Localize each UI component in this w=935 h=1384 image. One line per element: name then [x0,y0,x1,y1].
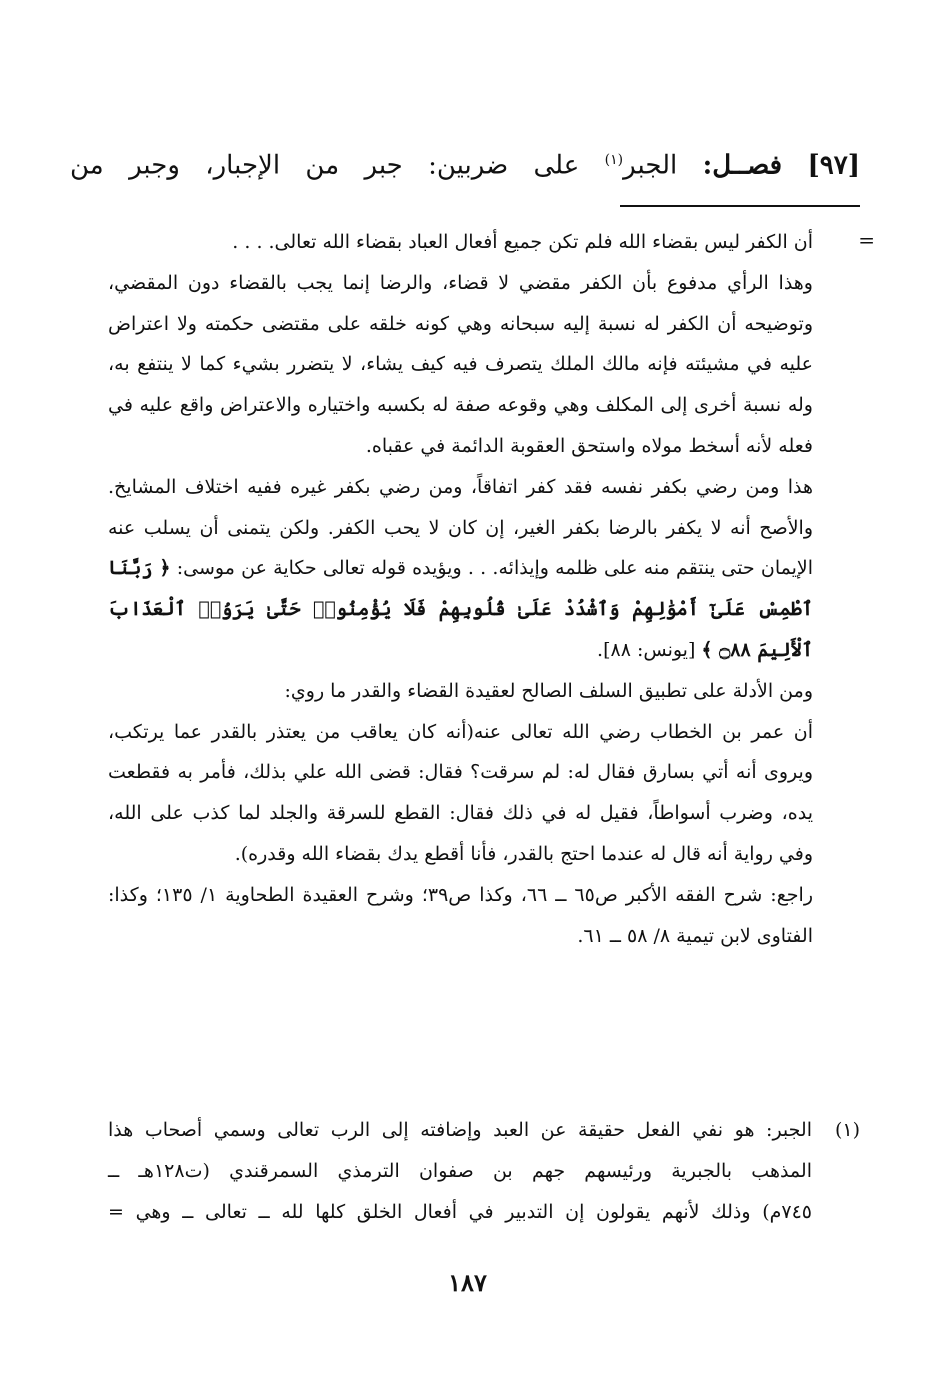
paragraph-text: هذا ومن رضي بكفر نفسه فقد كفر اتفاقاً، ومن رضي بكفر غيره ففيه اختلاف المشايخ. والأصح أنه لا يكفر بالرضا بكفر الغير، إن كان لا يحب الكفر. ولكن يتمنى أن يسلب عنه الإيمان حتى ينتقم منه على ظلمه وإيذائه. . . ويؤيده قوله تعالى حكاية عن موسى: [108,475,813,580]
quran-reference: [يونس: ٨٨]. [597,638,696,661]
footnote-continuation [108,222,813,956]
paragraph: راجع: شرح الفقه الأكبر ص٦٥ ــ ٦٦، وكذا ص٣٩؛ وشرح العقيدة الطحاوية ١/ ١٣٥؛ وكذا: الفتاوى لابن تيمية ٨/ ٥٨ ــ ٦١. [108,883,813,947]
footnote-line [108,1110,860,1151]
continuation-mark: = [858,228,875,252]
paragraph: أن عمر بن الخطاب رضي الله تعالى عنه(أنه كان يعاقب من يعتذر بالقدر عما يرتكب، ويروى أنه أتي بسارق فقال له: لم سرقت؟ فقال: قضى الله علي بذلك، فأمر به فقطعت يده، وضرب أسواطاً، فقيل له في ذلك فقال: القطع للسرقة والجلد لما كذب على الله، وفي رواية أنه قال له عندما احتج بالقدر، فأنا أقطع يدك بقضاء الله وقدره). [108,720,813,865]
page-number: ١٨٧ [448,1268,487,1297]
paragraph: ومن الأدلة على تطبيق السلف الصالح لعقيدة القضاء والقدر ما روي: [284,679,813,702]
quran-verse: ﴿ رَبَّنَا ٱطْمِسْ عَلَىٰٓ أَمْوَٰلِهِمْ وَٱشْدُدْ عَلَىٰ قُلُوبِهِمْ فَلَا يُؤْمِنُوا۟ حَتَّىٰ يَرَوُا۟ ٱلْعَذَابَ ٱلْأَلِيمَ ۝٨٨ ﴾ [108,557,813,661]
paragraph: أن الكفر ليس بقضاء الله فلم تكن جميع أفعال العباد بقضاء الله تعالى. . . . [232,231,813,253]
paragraph: وهذا الرأي مدفوع بأن الكفر مقضي لا قضاء، والرضا إنما يجب بالقضاء دون المقضي، وتوضيحه أن الكفر له نسبة إليه سبحانه وهي كونه خلقه على مقتضى حكمته ولا اعتراض عليه في مشيئته فإنه مالك الملك يتصرف فيه كيف يشاء، لا يتضرر بشيء كما لا ينتفع به، وله نسبة أخرى إلى المكلف وهي وقوعه صفة له بكسبه واختياره والاعتراض واقع عليه في فعله لأنه أسخط مولاه واستحق العقوبة الدائمة في عقباه. [108,271,813,457]
footnote-line: المذهب بالجبرية ورئيسهم جهم بن صفوان الترمذي السمرقندي (ت١٢٨هـ ــ [108,1159,812,1182]
heading-text: على ضربين: جبر من الإجبار، وجبر من [70,150,580,181]
footnote-ref[interactable]: (١) [604,152,624,168]
footnote-1 [108,1110,860,1232]
section-number: [٩٧] [807,150,860,181]
footnote-separator [620,205,860,207]
footnote-line: ٧٤٥م) وذلك لأنهم يقولون إن التدبير في أفعال الخلق كلها لله ــ تعالى ــ وهي = [108,1200,812,1223]
heading-term: الجبر [623,150,678,181]
footnote-text: الجبر: هو نفي الفعل حقيقة عن العبد وإضافته إلى الرب تعالى وسمي أصحاب هذا [108,1119,812,1141]
footnote-number: (١) [834,1119,860,1141]
section-label: فصــل: [702,150,783,181]
section-heading [70,138,860,188]
paragraph [108,467,813,671]
